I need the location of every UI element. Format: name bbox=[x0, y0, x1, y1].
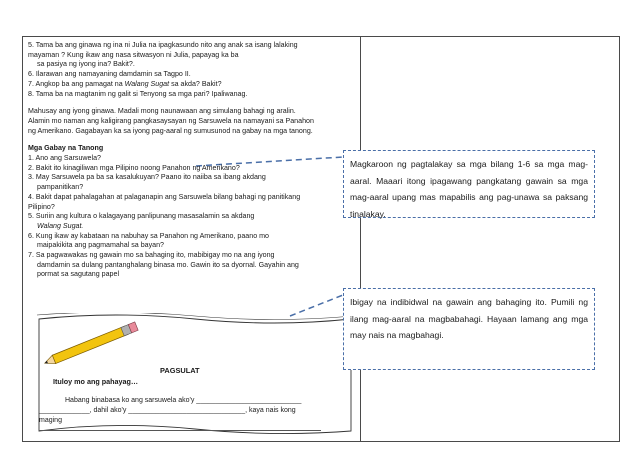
question-7: 7. Angkop ba ang pamagat na Walang Sugat sa akda? Bakit? bbox=[28, 79, 222, 88]
column-divider bbox=[360, 37, 361, 441]
teacher-note-discussion: Magkaroon ng pagtalakay sa mga bilang 1-6 sa mga mag-aaral. Maaari itong ipagawang pangkatang gawain sa mga mag-aaral upang mas mapabilis ang pag-unawa sa paksang tinalakay. bbox=[343, 150, 595, 218]
gabay-title: Mga Gabay na Tanong bbox=[28, 144, 104, 153]
gabay-2: 2. Bakit ito kinagiliwan mga Pilipino noong Panahon ng Amerikano? bbox=[28, 163, 240, 172]
scroll-blank-line bbox=[39, 430, 321, 431]
teacher-note-individual: Ibigay na indibidwal na gawain ang bahaging ito. Pumili ng ilang mag-aaral na magbabahagi. Hayaan lamang ang mga may nais na magbahagi. bbox=[343, 288, 595, 370]
intro-line-1: Mahusay ang iyong ginawa. Madali mong naunawaan ang simulang bahagi ng aralin. bbox=[28, 107, 296, 116]
gabay-5-cont: Walang Sugat. bbox=[37, 221, 84, 230]
gabay-3: 3. May Sarsuwela pa ba sa kasalukuyan? Paano ito naiiba sa ibang akdang bbox=[28, 173, 266, 182]
gabay-7: 7. Sa pagwawakas ng gawain mo sa bahaging ito, mabibigay mo na ang iyong bbox=[28, 251, 275, 260]
ituloy-prompt: Ituloy mo ang pahayag… bbox=[53, 377, 139, 386]
question-5-cont: mayaman ? Kung ikaw ang nasa sitwasyon ni Julia, papayag ka ba bbox=[28, 50, 239, 59]
pagsulat-scroll bbox=[35, 313, 353, 429]
intro-line-3: ng Amerikano. Gagabayan ka sa iyong pag-aaral ng sumusunod na gabay na mga tanong. bbox=[28, 126, 313, 135]
question-5: 5. Tama ba ang ginawa ng ina ni Julia na ipagkasundo nito ang anak sa isang lalaking bbox=[28, 41, 298, 49]
gabay-7-cont2: pormat sa sagutang papel bbox=[37, 270, 120, 279]
gabay-5: 5. Suriin ang kultura o kalagayang panlipunang masasalamin sa akdang bbox=[28, 212, 255, 221]
pagsulat-title: PAGSULAT bbox=[160, 366, 200, 375]
left-column bbox=[28, 41, 356, 280]
gabay-7-cont: damdamin sa dulang pantanghalang binasa mo. Gawin ito sa dyornal. Gayahin ang bbox=[37, 260, 299, 269]
question-6: 6. Ilarawan ang namayaning damdamin sa Tagpo II. bbox=[28, 70, 191, 79]
gabay-3-cont: pampanitikan? bbox=[37, 183, 84, 192]
scroll-line-3: maging bbox=[39, 417, 62, 424]
page-frame bbox=[22, 36, 620, 442]
question-8: 8. Tama ba na magtanim ng galit si Tenyong sa mga pari? Ipaliwanag. bbox=[28, 89, 248, 98]
gabay-4: 4. Bakit dapat pahalagahan at palaganapin ang Sarsuwela bilang bahagi ng panitikang bbox=[28, 192, 301, 201]
intro-line-2: Alamin mo naman ang kaligirang pangkasaysayan ng Sarsuwela na namayani sa Panahon bbox=[28, 116, 314, 125]
scroll-line-2: _____________, dahil ako'y ______________________________, kaya nais kong bbox=[39, 407, 296, 414]
gabay-4-cont: Pilipino? bbox=[28, 202, 55, 211]
gabay-6: 6. Kung ikaw ay kabataan na nabuhay sa Panahon ng Amerikano, paano mo bbox=[28, 231, 269, 240]
question-5-cont2: sa pasiya ng iyong ina? Bakit?. bbox=[37, 60, 135, 69]
scroll-line-1: Habang binabasa ko ang sarsuwela ako'y ___________________________ bbox=[65, 397, 302, 404]
gabay-1: 1. Ano ang Sarsuwela? bbox=[28, 154, 101, 163]
gabay-6-cont: maipakikita ang pagmamahal sa bayan? bbox=[37, 241, 164, 250]
